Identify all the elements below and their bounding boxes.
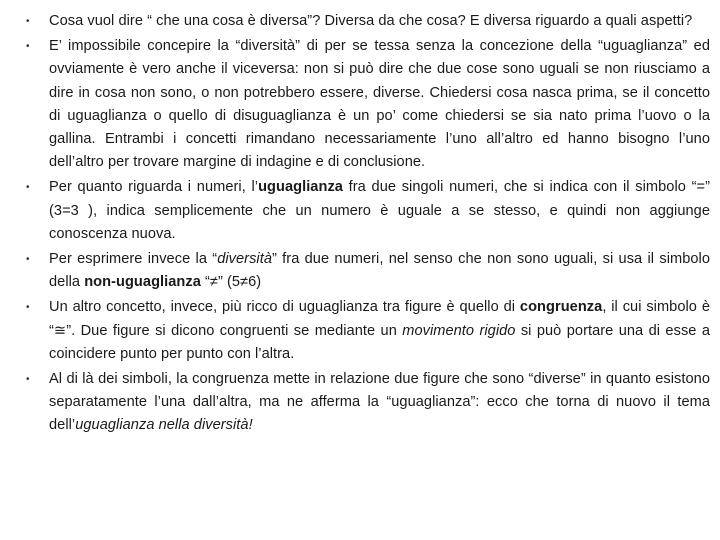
bold-text: uguaglianza [258, 179, 343, 196]
bullet-dot-icon: • [26, 16, 30, 27]
text-run: Per quanto riguarda i numeri, l’ [49, 179, 259, 196]
bullet-item [26, 296, 710, 366]
text-run: E’ impossibile concepire la “diversità” di per se tessa senza la concezione della “uguaglianza” ed ovviamente è vero anche il viceversa: non si può dire che due cose sono uguali se non riusciamo a dire in cosa non sono, o non potrebbero essere, diverse. Chiedersi cosa nasca prima, se il concetto di uguaglianza o quello di disuguaglianza è un po’ come chiedersi se sia nato prima l’uovo o la gallina. Entrambi i concetti rimandano necessariamente l’uno all’altro ed hanno bisogno l’uno dell’altro per trovare margine di indagine e di conclusione. [49, 38, 710, 171]
italic-text: uguaglianza nella diversità! [75, 417, 253, 434]
text-run: Cosa vuol dire “ che una cosa è diversa”? Diversa da che cosa? E diversa riguardo a quali aspetti? [49, 13, 693, 29]
bold-text: non-uguaglianza [84, 274, 201, 291]
text-run: fra due singoli numeri, che si indica con il simbolo “=” (3=3 ), indica semplicemente che un numero è uguale a se stesso, e quindi non aggiunge conoscenza nuova. [49, 179, 711, 242]
bold-text: congruenza [519, 299, 603, 316]
bullet-item [26, 176, 710, 246]
bullet-dot-icon: • [26, 374, 30, 386]
bullet-item [26, 248, 710, 294]
bullet-dot-icon: • [26, 254, 30, 266]
text-run: Al di là dei simboli, la congruenza mette in relazione due figure che sono “diverse” in quanto esistono separatamente l’una dall’altra, ma ne afferma la “uguaglianza”: ecco che torna di nuovo il tema dell’ [49, 371, 710, 434]
text-run: , il cui simbolo è “≅”. Due figure si dicono congruenti se mediante un [49, 299, 710, 339]
text-run: Un altro concetto, invece, più ricco di uguaglianza tra figure è quello di [49, 299, 520, 316]
italic-text: movimento rigido [402, 322, 516, 339]
text-run: si può portare una di esse a coincidere punto per punto con l’altra. [49, 322, 711, 362]
text-run: Per esprimere invece la “ [49, 251, 218, 268]
bullet-dot-icon: • [26, 302, 30, 314]
bullet-item [26, 35, 710, 174]
text-run: ” fra due numeri, nel senso che non sono uguali, si usa il simbolo della [49, 251, 711, 291]
bullet-dot-icon: • [26, 182, 30, 194]
bullet-item [26, 368, 710, 438]
text-run: “≠” (5≠6) [200, 274, 262, 291]
bullet-dot-icon: • [26, 41, 30, 53]
bullet-list [26, 10, 710, 438]
bullet-item [26, 10, 710, 33]
italic-text: diversità [217, 251, 272, 268]
